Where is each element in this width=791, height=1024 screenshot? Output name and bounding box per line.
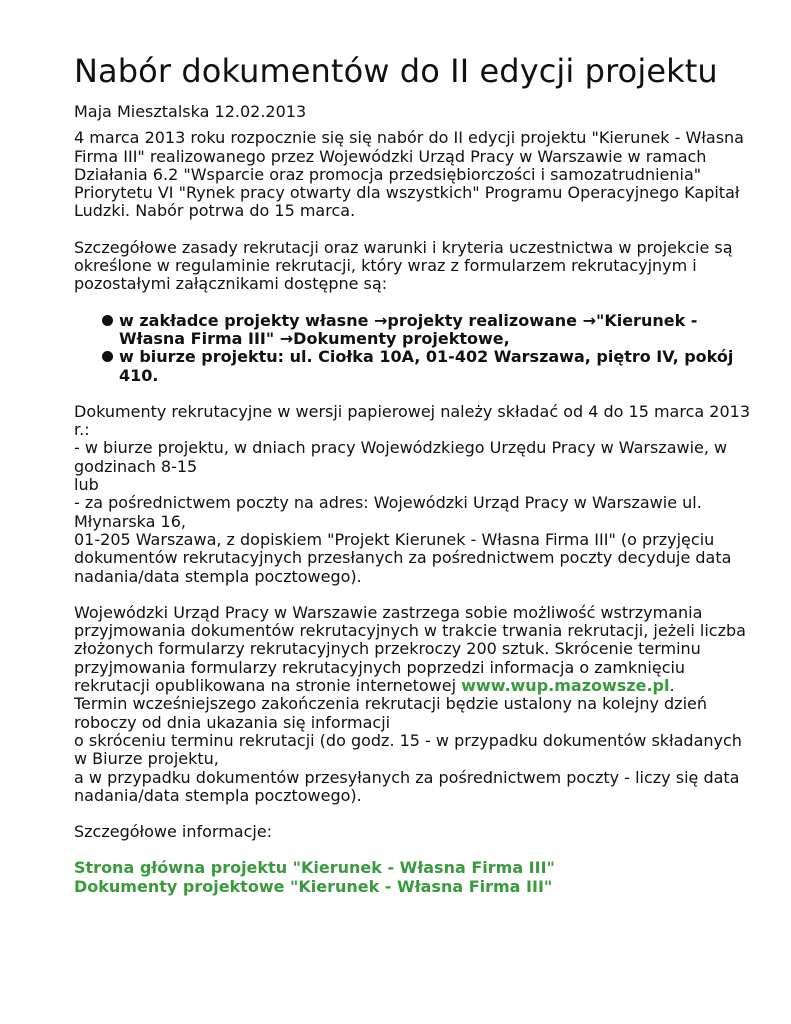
rules-paragraph: Szczegółowe zasady rekrutacji oraz warunki i kryteria uczestnictwa w projekcie są określone w regulaminie rekrutacji, który wraz z formularzem rekrutacyjnym i pozostałymi załącznikami dostępne są: [74, 237, 733, 294]
documents-line: Dokumenty rekrutacyjne w wersji papierowej należy składać od 4 do 15 marca 2013 r.: [74, 401, 750, 440]
project-homepage-link[interactable]: Strona główna projektu "Kierunek - Własna Firma III" [74, 858, 555, 878]
bullet-icon [102, 315, 113, 326]
office-notice-paragraph [74, 604, 753, 805]
author-date: Maja Miesztalska 12.02.2013 [74, 102, 307, 121]
page-title: Nabór dokumentów do II edycji projektu [74, 52, 718, 90]
deadline-line: o skróceniu terminu rekrutacji (do godz. 15 - w przypadku dokumentów składanych w Biurze projektu, [74, 730, 742, 769]
documents-line: - w biurze projektu, w dniach pracy Wojewódzkiego Urzędu Pracy w Warszawie, w godzinach 8-15 [74, 438, 728, 476]
documents-line: lub [74, 475, 99, 495]
project-links [74, 859, 753, 896]
list-item [119, 312, 753, 349]
details-label: Szczegółowe informacje: [74, 822, 273, 842]
documents-paragraph [74, 403, 753, 586]
documents-line: 01-205 Warszawa, z dopiskiem "Projekt Kierunek - Własna Firma III" (o przyjęciu dokumentów rekrutacyjnych przesłanych za pośrednictwem poczty decyduje data nadania/data stempla pocztowego). [74, 529, 732, 586]
list-item-text: w zakładce projekty własne →projekty realizowane →"Kierunek - Własna Firma III" →Dokumenty projektowe, [119, 310, 698, 348]
intro-paragraph: 4 marca 2013 roku rozpocznie się się nabór do II edycji projektu "Kierunek - Własna Firma III" realizowanego przez Wojewódzki Urząd Pracy w Warszawie w ramach Działania 6.2 "Wsparcie oraz promocja przedsiębiorczości i samozatrudnienia" Priorytetu VI "Rynek pracy otwarty dla wszystkich" Programu Operacyjnego Kapitał Ludzki. Nabór potrwa do 15 marca. [74, 128, 744, 221]
list-item [119, 348, 753, 385]
documents-line: - za pośrednictwem poczty na adres: Wojewódzki Urząd Pracy w Warszawie ul. Młynarska 16, [74, 493, 702, 531]
office-notice-text: Wojewódzki Urząd Pracy w Warszawie zastrzega sobie możliwość wstrzymania przyjmowania dokumentów rekrutacyjnych w trakcie trwania rekrutacji, jeżeli liczba złożonych formularzy rekrutacyjnych przekroczy 200 sztuk. Skrócenie terminu przyjmowania formularzy rekrutacyjnych poprzedzi informacja o zamknięciu rekrutacji opublikowana na stronie internetowej [74, 602, 746, 696]
office-notice-end: . [669, 676, 675, 696]
bullet-icon [102, 351, 113, 362]
deadline-line: Termin wcześniejszego zakończenia rekrutacji będzie ustalony na kolejny dzień roboczy od dnia ukazania się informacji [74, 694, 707, 732]
deadline-line: a w przypadku dokumentów przesyłanych za pośrednictwem poczty - liczy się data nadania/data stempla pocztowego). [74, 767, 740, 805]
availability-list [74, 312, 753, 385]
wup-website-link[interactable]: www.wup.mazowsze.pl [461, 676, 670, 696]
list-item-text: w biurze projektu: ul. Ciołka 10A, 01-402 Warszawa, piętro IV, pokój 410. [119, 347, 734, 385]
project-documents-link[interactable]: Dokumenty projektowe "Kierunek - Własna Firma III" [74, 876, 553, 896]
